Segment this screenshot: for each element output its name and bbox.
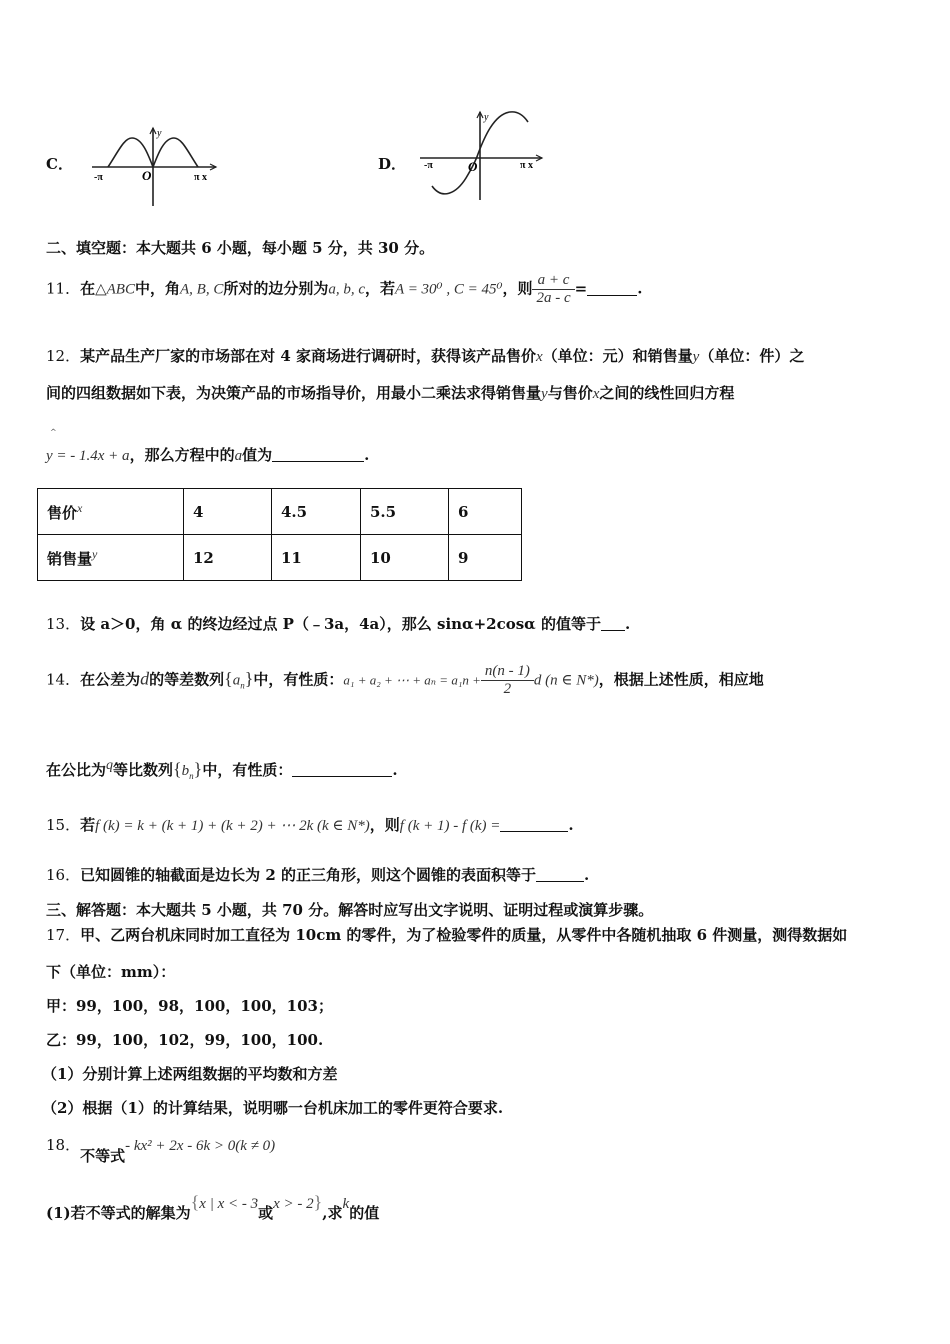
table-row: [38, 489, 522, 535]
table-row: [38, 535, 522, 581]
question-11: 11．在△ABC中，角A, B, C所对的边分别为a, b, c，若A = 30⁰ , C = 45⁰，则 $\frac{a + c}{2a - c}$ = .: [46, 272, 643, 306]
question-18: 18．不等式- kx² + 2x - 6k > 0(k ≠ 0): [46, 1136, 276, 1165]
origin-label: O: [468, 159, 478, 174]
data-jia: 甲：99，100，98，100，100，103；: [46, 997, 333, 1015]
data-table: [37, 488, 522, 581]
fraction: $\frac{a + c}{2a - c}$: [532, 272, 574, 307]
question-16: 16．已知圆锥的轴截面是边长为 2 的正三角形，则这个圆锥的表面积等于 .: [46, 866, 590, 884]
option-d-label: D．: [378, 155, 407, 173]
question-15: 15．若f (k) = k + (k + 1) + (k + 2) + ⋯ 2k (k ∈ N*)，则f (k + 1) - f (k) = .: [46, 816, 574, 834]
question-12-line-1: 12．某产品生产厂家的市场部在对 4 家商场进行调研时，获得该产品售价x（单位：元）和销售量y（单位：件）之: [46, 347, 805, 365]
answer-blank: [500, 817, 568, 832]
section-fill-blank-title: 二、填空题：本大题共 6 小题，每小题 5 分，共 30 分。: [46, 239, 435, 257]
option-c-graph: [88, 124, 223, 208]
option-d-graph: [418, 108, 548, 204]
answer-blank: [587, 281, 637, 296]
row-header: 销售量$^y$: [38, 535, 184, 581]
section-solve-title: 三、解答题：本大题共 5 小题，共 70 分。解答时应写出文字说明、证明过程或演算步骤。: [46, 901, 654, 919]
neg-pi-label: -π: [94, 172, 103, 183]
question-17-line-2: 下（单位：mm）：: [46, 963, 176, 981]
table-cell: 5.5: [361, 489, 449, 535]
answer-blank: [272, 447, 364, 462]
origin-label: O: [142, 168, 152, 183]
pi-label: π x: [194, 172, 207, 183]
table-cell: 10: [361, 535, 449, 581]
answer-blank: [536, 867, 584, 882]
y-label: y: [484, 112, 489, 123]
question-17-part-1: （1）分别计算上述两组数据的平均数和方差: [42, 1065, 338, 1083]
question-12-line-3: y = - 1.4x + a，那么方程中的a值为 .: [46, 446, 370, 464]
answer-blank: [601, 616, 625, 631]
table-cell: 4: [184, 489, 272, 535]
table-cell: 11: [272, 535, 361, 581]
table-cell: 4.5: [272, 489, 361, 535]
y-label: y: [157, 128, 162, 139]
question-12-line-2: 间的四组数据如下表，为决策产品的市场指导价，用最小二乘法求得销售量y与售价x之间的线性回归方程: [46, 384, 735, 402]
question-17-line-1: 17．甲、乙两台机床同时加工直径为 10cm 的零件，为了检验零件的质量，从零件中各随机抽取 6 件测量，测得数据如: [46, 926, 848, 944]
table-cell: 9: [449, 535, 522, 581]
question-14-line-1: 14．在公差为d的等差数列$\{a_n\}$中，有性质：a₁ + a₂ + ⋯ + aₙ = a₁n + $\frac{n(n - 1)}{2}$ d (n ∈ N*)，根据上述性质，相应地: [46, 663, 764, 697]
question-14-line-2: 在公比为$^q$等比数列$\{b_n\}$中，有性质： .: [46, 758, 398, 781]
row-header: 售价$^x$: [38, 489, 184, 535]
data-yi: 乙：99，100，102，99，100，100.: [46, 1031, 324, 1049]
table-cell: 12: [184, 535, 272, 581]
neg-pi-label: -π: [424, 160, 433, 171]
option-c-label: C．: [46, 155, 73, 173]
question-18-part-1: (1)若不等式的解集为{x | x < - 3或x > - 2},求k的值: [46, 1192, 380, 1222]
fraction: $\frac{n(n - 1)}{2}$: [481, 663, 534, 698]
question-17-part-2: （2）根据（1）的计算结果，说明哪一台机床加工的零件更符合要求.: [42, 1099, 504, 1117]
answer-blank: [292, 762, 392, 777]
hat-mark: ^: [50, 428, 57, 437]
question-13: 13．设 a＞0，角 α 的终边经过点 P（﹣3a，4a），那么 sinα+2cosα 的值等于 .: [46, 615, 631, 633]
pi-label: π x: [520, 160, 533, 171]
table-cell: 6: [449, 489, 522, 535]
